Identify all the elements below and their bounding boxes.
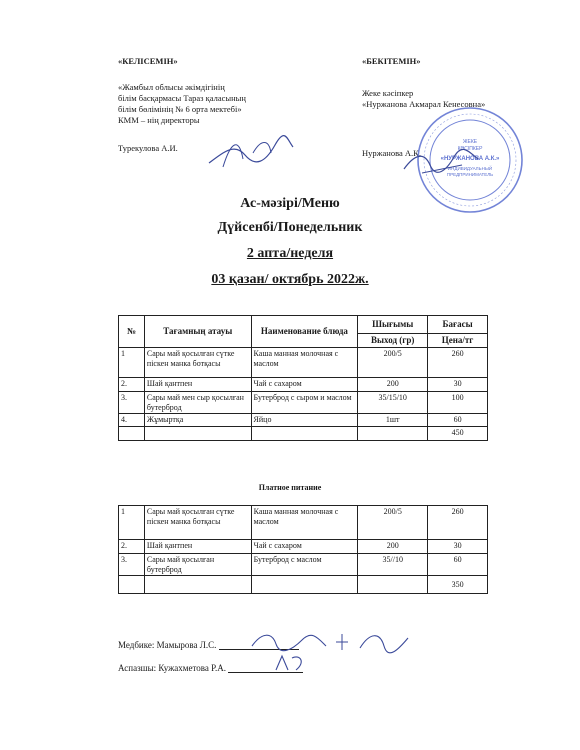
row-price: 260: [428, 348, 488, 378]
row-yield: 1шт: [358, 414, 428, 427]
row-yield: 200: [358, 540, 428, 554]
row-price: 30: [428, 378, 488, 392]
left-signer: Турекулова А.И.: [118, 143, 178, 153]
row-name-kz: Шай қантпен: [144, 378, 251, 392]
row-name-kz: Сары май мен сыр қосылған бутерброд: [144, 392, 251, 414]
col-header-yield-ru: Выход (гр): [358, 334, 428, 348]
row-name-kz: Жұмыртқа: [144, 414, 251, 427]
row-name-ru: Чай с сахаром: [251, 378, 358, 392]
right-org-line: «Нуржанова Акмарал Кенесовна»: [362, 99, 486, 109]
table-row: [119, 348, 488, 378]
row-num: 2.: [119, 378, 145, 392]
row-name-ru: Чай с сахаром: [251, 540, 358, 554]
row-num: 1: [119, 506, 145, 540]
left-org-line: «Жамбыл облысы әкімдігінің: [118, 82, 225, 92]
table-row: [119, 414, 488, 427]
director-signature: [205, 133, 295, 173]
stamp-line: ПРЕДПРИНИМАТЕЛЬ: [446, 172, 494, 177]
right-org-line: Жеке кәсіпкер: [362, 88, 414, 98]
row-price: 260: [428, 506, 488, 540]
table-total-row: [119, 426, 488, 440]
stamp-line: КӘСІПКЕР: [457, 146, 483, 152]
cook-signature: [272, 652, 312, 676]
stamp-line: ИНДИВИДУАЛЬНЫЙ: [447, 166, 493, 171]
row-num: 4.: [119, 414, 145, 427]
stamp-line: ЖЕКЕ: [462, 139, 478, 145]
left-org-line: білім басқармасы Тараз қаласының: [118, 93, 246, 103]
row-num: 3.: [119, 392, 145, 414]
row-price: 60: [428, 414, 488, 427]
row-yield: 200/5: [358, 506, 428, 540]
row-num: 2.: [119, 540, 145, 554]
nurse-label: Медбике: Мамырова Л.С.: [118, 640, 217, 650]
left-org-line: КММ – нің директоры: [118, 115, 200, 125]
row-yield: 200/5: [358, 348, 428, 378]
left-org-line: білім бөлімінің № 6 орта мектебі»: [118, 104, 242, 114]
total-price: 350: [428, 576, 488, 594]
row-num: 1: [119, 348, 145, 378]
cook-label: Аспазшы: Кужахметова Р.А.: [118, 663, 227, 673]
row-name-ru: Яйцо: [251, 414, 358, 427]
col-header-num: №: [119, 316, 145, 348]
week-title: 2 апта/неделя: [246, 246, 334, 261]
row-name-ru: Бутерброд с маслом: [251, 554, 358, 576]
left-heading: «КЕЛІСЕМІН»: [118, 56, 178, 66]
row-name-kz: Шай қантпен: [144, 540, 251, 554]
row-name-ru: Бутерброд с сыром и маслом: [251, 392, 358, 414]
row-price: 100: [428, 392, 488, 414]
table-total-row: [119, 576, 488, 594]
row-price: 30: [428, 540, 488, 554]
row-yield: 200: [358, 378, 428, 392]
entrepreneur-signature: [402, 147, 482, 177]
row-yield: 35/15/10: [358, 392, 428, 414]
table-row: [119, 506, 488, 540]
table-row: [119, 540, 488, 554]
row-name-kz: Сары май қосылған сүтке піскен манка ботқасы: [144, 348, 251, 378]
col-header-yield-kz: Шығымы: [358, 316, 428, 334]
table-row: [119, 378, 488, 392]
row-name-ru: Каша манная молочная с маслом: [251, 506, 358, 540]
stamp-line: «НУРЖАНОВА А.К.»: [440, 156, 500, 162]
row-name-kz: Сары май қосылған бутерброд: [144, 554, 251, 576]
date-title: 03 қазан/ октябрь 2022ж.: [211, 272, 369, 287]
day-title: Дүйсенбі/Понедельник: [217, 220, 363, 235]
row-num: 3.: [119, 554, 145, 576]
paid-meals-title: Платное питание: [258, 483, 322, 492]
col-header-price-kz: Бағасы: [428, 316, 488, 334]
row-price: 60: [428, 554, 488, 576]
col-header-name-kz: Тағамның атауы: [144, 316, 251, 348]
col-header-name-ru: Наименование блюда: [251, 316, 358, 348]
menu-title: Ас-мәзірі/Меню: [240, 196, 340, 211]
right-heading: «БЕКІТЕМІН»: [362, 56, 421, 66]
total-price: 450: [428, 426, 488, 440]
paid-menu-table: [118, 505, 488, 594]
col-header-price-ru: Цена/тг: [428, 334, 488, 348]
menu-table: [118, 315, 488, 441]
row-name-kz: Сары май қосылған сүтке піскен манка ботқасы: [144, 506, 251, 540]
row-name-ru: Каша манная молочная с маслом: [251, 348, 358, 378]
table-row: [119, 554, 488, 576]
table-row: [119, 392, 488, 414]
table-header-row: [119, 316, 488, 334]
row-yield: 35//10: [358, 554, 428, 576]
right-signer: Нуржанова А.К.: [362, 148, 421, 158]
